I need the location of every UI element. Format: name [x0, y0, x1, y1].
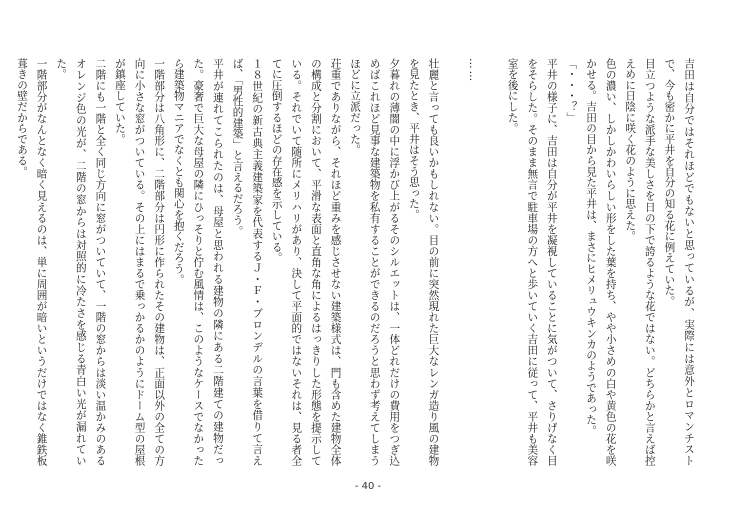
vertical-text-body	[16, 58, 698, 466]
paragraph: 一階部分がなんとなく暗く見えるのは、単に周囲が暗いというだけではなく錐鉄板葺きの壁だからである。	[16, 58, 48, 466]
section-divider: ……	[467, 58, 480, 84]
paragraph: 一階部分は八角形に、二階部分は円形に作られたその建物は、正面以外の全ての方向に小さな窓がついている。その上にはまるで乗っかるかのようにドーム型の屋根が鎮座していた。	[113, 58, 166, 466]
paragraph: 荘重でありながら、それほど重みを感じさせない建築様式は、門も含めた建物全体の構成と分割において、平滑な表面と直角な角によるはっきりした形態を提示している。それでいて随所にメリハリがあり、決して平面的ではないそれは、見る者全てに圧倒するほどの存在感を示している。	[270, 58, 342, 466]
paragraph: 平井の様子に、吉田は自分が平井を凝視していることに気がついて、さりげなく目をそらした。そのまま無言で駐車場の方へと歩いていく吉田に従って、平井も美容室を後にした。	[506, 58, 558, 466]
paragraph: 平井が連れてこられたのは、母屋と思われる建物の隣にある二階建ての建物だった。豪奢で巨大な母屋の隣にひっそりと佇む風情は、このようなケースでなかったら建築物マニアでなくとも関心を抱くだろう。	[172, 58, 224, 466]
paragraph: 「・・・？」	[565, 58, 578, 123]
paragraph: 吉田は自分ではそれほどでもないと思っているが、実際には意外とロマンチストで、今も密かに平井を自分の知る花に例えていた。	[663, 58, 695, 466]
paragraph: 目立つような派手な美しさを日の下で誇るような花ではない。どちらかと言えば控えめに日陰に咲く花のように思えた。	[624, 58, 656, 466]
paragraph: 夕暮れの薄闇の中に浮かび上がるそのシルエットは、一体どれだけの費用をつぎ込めばこれほど見事な建築物を私有することができるのだろうと思わず考えてしまうほどに立派だった。	[349, 58, 401, 466]
paragraph: 二階にも一階と全く同じ方向に窓がついていて、一階の窓からは淡い温かみのあるオレンジ色の光が、二階の窓からは対照的に冷たさを感じる青白い光が漏れていた。	[55, 58, 107, 466]
paragraph: １８世紀の新古典主義建築家を代表するＪ・Ｆ・ブロンデルの言葉を借りて言えば、「男性的建築」と言えるだろう。	[231, 58, 264, 466]
paragraph: 色の濃い、しかしかわいらしい形をした葉を持ち、やや小さめの白や黄色の花を咲かせる。吉田の目から見た平井は、まさにヒメリュウキンカのようであった。	[585, 58, 617, 466]
paragraph: 壮麗と言っても良いかもしれない。目の前に突然現れた巨大なレンガ造り風の建物を見たとき、平井はそう思った。	[407, 58, 440, 466]
page-number: - 40 -	[354, 481, 382, 492]
